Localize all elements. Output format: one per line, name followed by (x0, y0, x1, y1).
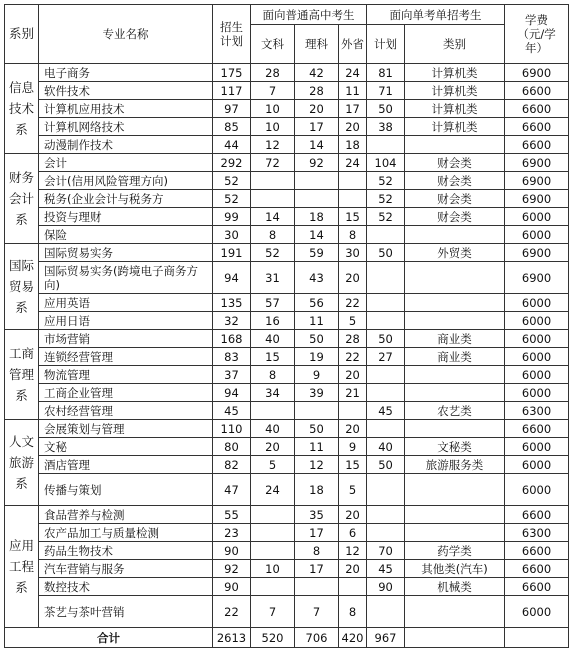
table-row (5, 82, 569, 100)
major-cell: 汽车营销与服务 (39, 560, 213, 578)
wenke-cell: 52 (251, 244, 295, 262)
waisheng-cell: 5 (339, 474, 367, 506)
enroll-cell: 45 (213, 402, 251, 420)
table-row (5, 506, 569, 524)
enroll-cell: 110 (213, 420, 251, 438)
category-cell: 文秘类 (405, 438, 505, 456)
fee-header: 学费（元/学年） (505, 5, 569, 64)
category-cell (405, 312, 505, 330)
fee-cell: 6900 (505, 154, 569, 172)
like-cell: 20 (295, 100, 339, 118)
plan-cell (367, 384, 405, 402)
waisheng-cell: 24 (339, 154, 367, 172)
fee-cell: 6900 (505, 172, 569, 190)
enroll-cell: 47 (213, 474, 251, 506)
fee-cell: 6600 (505, 136, 569, 154)
fee-cell: 6600 (505, 542, 569, 560)
wenke-cell: 31 (251, 262, 295, 294)
table-row (5, 226, 569, 244)
table-row (5, 136, 569, 154)
fee-cell: 6600 (505, 118, 569, 136)
major-cell: 动漫制作技术 (39, 136, 213, 154)
wenke-cell: 57 (251, 294, 295, 312)
fee-cell: 6600 (505, 100, 569, 118)
wenke-cell: 34 (251, 384, 295, 402)
fee-cell: 6300 (505, 402, 569, 420)
category-cell (405, 262, 505, 294)
major-cell: 税务(企业会计与税务方 (39, 190, 213, 208)
waisheng-cell: 9 (339, 438, 367, 456)
like-cell: 7 (295, 596, 339, 628)
major-cell: 国际贸易实务 (39, 244, 213, 262)
category-cell: 计算机类 (405, 100, 505, 118)
wenke-cell: 12 (251, 136, 295, 154)
plan-cell (367, 524, 405, 542)
table-row (5, 402, 569, 420)
category-cell: 商业类 (405, 348, 505, 366)
total-category (405, 628, 505, 648)
table-row (5, 64, 569, 82)
major-cell: 会计(信用风险管理方向) (39, 172, 213, 190)
total-waisheng: 420 (339, 628, 367, 648)
table-row (5, 154, 569, 172)
wenke-cell (251, 578, 295, 596)
fee-cell: 6600 (505, 506, 569, 524)
plan-cell: 52 (367, 172, 405, 190)
major-cell: 农产品加工与质量检测 (39, 524, 213, 542)
major-cell: 电子商务 (39, 64, 213, 82)
table-row (5, 312, 569, 330)
table-row (5, 208, 569, 226)
category-cell (405, 474, 505, 506)
table-row (5, 438, 569, 456)
major-cell: 软件技术 (39, 82, 213, 100)
enroll-cell: 90 (213, 578, 251, 596)
fee-cell: 6600 (505, 420, 569, 438)
waisheng-cell: 28 (339, 330, 367, 348)
waisheng-cell: 5 (339, 312, 367, 330)
enroll-cell: 52 (213, 172, 251, 190)
wenke-cell: 20 (251, 438, 295, 456)
plan-cell (367, 506, 405, 524)
table-footer (5, 628, 569, 648)
plan-cell (367, 226, 405, 244)
wenke-cell: 28 (251, 64, 295, 82)
fee-cell: 6000 (505, 384, 569, 402)
category-cell: 商业类 (405, 330, 505, 348)
plan-cell: 50 (367, 456, 405, 474)
plan-cell (367, 366, 405, 384)
wenke-cell: 7 (251, 82, 295, 100)
plan-cell: 45 (367, 402, 405, 420)
plan-cell: 71 (367, 82, 405, 100)
wenke-cell: 40 (251, 330, 295, 348)
fee-cell: 6000 (505, 348, 569, 366)
plan-cell: 52 (367, 208, 405, 226)
like-cell: 59 (295, 244, 339, 262)
major-cell: 应用英语 (39, 294, 213, 312)
major-cell: 会计 (39, 154, 213, 172)
table-row (5, 366, 569, 384)
fee-cell: 6600 (505, 560, 569, 578)
waisheng-cell (339, 402, 367, 420)
table-header (5, 5, 569, 64)
wenke-cell: 40 (251, 420, 295, 438)
enroll-cell: 99 (213, 208, 251, 226)
category-cell (405, 136, 505, 154)
enroll-cell: 44 (213, 136, 251, 154)
plan-cell: 52 (367, 190, 405, 208)
plan-cell (367, 136, 405, 154)
table-row (5, 524, 569, 542)
waisheng-cell: 30 (339, 244, 367, 262)
category-cell: 计算机类 (405, 64, 505, 82)
like-cell: 50 (295, 330, 339, 348)
category-cell (405, 294, 505, 312)
like-cell: 35 (295, 506, 339, 524)
fee-cell: 6000 (505, 208, 569, 226)
total-label: 合计 (5, 628, 213, 648)
category-cell: 计算机类 (405, 82, 505, 100)
plan-cell: 40 (367, 438, 405, 456)
waisheng-cell: 20 (339, 420, 367, 438)
dept-cell: 应用工程系 (5, 506, 39, 628)
wenke-cell: 10 (251, 100, 295, 118)
fee-cell: 6000 (505, 312, 569, 330)
table-row (5, 172, 569, 190)
table-row (5, 262, 569, 294)
like-cell: 14 (295, 136, 339, 154)
waisheng-cell: 6 (339, 524, 367, 542)
like-cell: 19 (295, 348, 339, 366)
fee-cell: 6900 (505, 244, 569, 262)
total-like: 706 (295, 628, 339, 648)
like-cell (295, 190, 339, 208)
waisheng-cell: 8 (339, 226, 367, 244)
table-body (5, 64, 569, 628)
table-row (5, 190, 569, 208)
category-cell: 外贸类 (405, 244, 505, 262)
like-cell: 39 (295, 384, 339, 402)
enroll-cell: 80 (213, 438, 251, 456)
wenke-cell: 10 (251, 118, 295, 136)
enroll-cell: 90 (213, 542, 251, 560)
enroll-cell: 85 (213, 118, 251, 136)
table-row (5, 456, 569, 474)
category-cell (405, 420, 505, 438)
major-cell: 酒店管理 (39, 456, 213, 474)
like-cell (295, 578, 339, 596)
major-header: 专业名称 (39, 5, 213, 64)
category-cell (405, 506, 505, 524)
plan-cell (367, 474, 405, 506)
enroll-cell: 37 (213, 366, 251, 384)
table-row (5, 596, 569, 628)
dept-cell: 财务会计系 (5, 154, 39, 244)
major-cell: 国际贸易实务(跨境电子商务方向) (39, 262, 213, 294)
waisheng-cell: 20 (339, 560, 367, 578)
category-cell: 农艺类 (405, 402, 505, 420)
plan-cell: 50 (367, 100, 405, 118)
major-cell: 保险 (39, 226, 213, 244)
like-cell: 11 (295, 312, 339, 330)
wenke-cell: 72 (251, 154, 295, 172)
table-row (5, 578, 569, 596)
waisheng-cell: 12 (339, 542, 367, 560)
category-cell (405, 524, 505, 542)
category-cell: 计算机类 (405, 118, 505, 136)
enroll-cell: 168 (213, 330, 251, 348)
wenke-cell (251, 190, 295, 208)
plan-cell: 90 (367, 578, 405, 596)
plan-cell: 50 (367, 244, 405, 262)
like-cell: 92 (295, 154, 339, 172)
plan-cell: 27 (367, 348, 405, 366)
dept-cell: 信息技术系 (5, 64, 39, 154)
like-cell: 43 (295, 262, 339, 294)
major-cell: 茶艺与茶叶营销 (39, 596, 213, 628)
major-cell: 数控技术 (39, 578, 213, 596)
plan-cell: 45 (367, 560, 405, 578)
table-row (5, 560, 569, 578)
enroll-cell: 83 (213, 348, 251, 366)
like-cell: 17 (295, 560, 339, 578)
category-cell: 药学类 (405, 542, 505, 560)
like-cell: 12 (295, 456, 339, 474)
wenke-cell: 14 (251, 208, 295, 226)
enroll-cell: 292 (213, 154, 251, 172)
plan-cell: 70 (367, 542, 405, 560)
plan-cell (367, 294, 405, 312)
enroll-cell: 52 (213, 190, 251, 208)
category-cell (405, 596, 505, 628)
fee-cell: 6900 (505, 64, 569, 82)
waisheng-cell: 22 (339, 348, 367, 366)
fee-cell: 6600 (505, 578, 569, 596)
waisheng-cell: 11 (339, 82, 367, 100)
like-cell (295, 172, 339, 190)
enroll-cell: 94 (213, 262, 251, 294)
like-header: 理科 (295, 25, 339, 64)
plan-cell: 81 (367, 64, 405, 82)
enroll-cell: 30 (213, 226, 251, 244)
like-cell: 17 (295, 524, 339, 542)
table-row (5, 244, 569, 262)
enroll-cell: 32 (213, 312, 251, 330)
major-cell: 传播与策划 (39, 474, 213, 506)
wenke-cell: 8 (251, 226, 295, 244)
wenke-cell: 8 (251, 366, 295, 384)
wenke-cell: 24 (251, 474, 295, 506)
table-row (5, 348, 569, 366)
waisheng-cell: 22 (339, 294, 367, 312)
major-cell: 计算机应用技术 (39, 100, 213, 118)
waisheng-cell: 20 (339, 506, 367, 524)
wenke-cell (251, 524, 295, 542)
wenke-cell: 10 (251, 560, 295, 578)
enroll-cell: 82 (213, 456, 251, 474)
table-row (5, 330, 569, 348)
like-cell: 11 (295, 438, 339, 456)
waisheng-cell: 20 (339, 118, 367, 136)
major-cell: 物流管理 (39, 366, 213, 384)
fee-cell: 6300 (505, 524, 569, 542)
waisheng-cell: 18 (339, 136, 367, 154)
fee-cell: 6000 (505, 366, 569, 384)
waisheng-cell (339, 190, 367, 208)
fee-cell: 6000 (505, 438, 569, 456)
enroll-cell: 191 (213, 244, 251, 262)
total-wenke: 520 (251, 628, 295, 648)
waisheng-cell: 20 (339, 262, 367, 294)
plan-cell (367, 420, 405, 438)
enroll-cell: 22 (213, 596, 251, 628)
fee-cell: 6000 (505, 330, 569, 348)
waisheng-header: 外省 (339, 25, 367, 64)
waisheng-cell: 8 (339, 596, 367, 628)
total-fee (505, 628, 569, 648)
dept-header: 系别 (5, 5, 39, 64)
fee-cell: 6900 (505, 190, 569, 208)
total-enroll: 2613 (213, 628, 251, 648)
enroll-header: 招生计划 (213, 5, 251, 64)
plan-header: 计划 (367, 25, 405, 64)
fee-cell: 6000 (505, 456, 569, 474)
danzhao-group-header: 面向单考单招考生 (367, 5, 505, 25)
dept-cell: 工商管理系 (5, 330, 39, 420)
category-cell: 财会类 (405, 190, 505, 208)
table-row (5, 474, 569, 506)
like-cell: 28 (295, 82, 339, 100)
plan-cell: 38 (367, 118, 405, 136)
enroll-cell: 23 (213, 524, 251, 542)
wenke-cell (251, 506, 295, 524)
waisheng-cell: 21 (339, 384, 367, 402)
category-cell: 财会类 (405, 208, 505, 226)
fee-cell: 6000 (505, 474, 569, 506)
plan-cell: 104 (367, 154, 405, 172)
wenke-header: 文科 (251, 25, 295, 64)
enroll-cell: 94 (213, 384, 251, 402)
gaokao-group-header: 面向普通高中考生 (251, 5, 367, 25)
like-cell: 18 (295, 208, 339, 226)
table-row (5, 294, 569, 312)
waisheng-cell: 15 (339, 208, 367, 226)
plan-cell (367, 596, 405, 628)
table-row (5, 384, 569, 402)
total-plan: 967 (367, 628, 405, 648)
fee-cell: 6000 (505, 596, 569, 628)
table-row (5, 420, 569, 438)
plan-cell: 50 (367, 330, 405, 348)
major-cell: 食品营养与检测 (39, 506, 213, 524)
enroll-cell: 117 (213, 82, 251, 100)
wenke-cell (251, 542, 295, 560)
wenke-cell: 15 (251, 348, 295, 366)
major-cell: 应用日语 (39, 312, 213, 330)
major-cell: 药品生物技术 (39, 542, 213, 560)
category-cell: 其他类(汽车) (405, 560, 505, 578)
plan-cell (367, 262, 405, 294)
waisheng-cell (339, 578, 367, 596)
waisheng-cell: 24 (339, 64, 367, 82)
major-cell: 投资与理财 (39, 208, 213, 226)
category-cell: 机械类 (405, 578, 505, 596)
wenke-cell (251, 402, 295, 420)
enroll-cell: 92 (213, 560, 251, 578)
waisheng-cell: 20 (339, 366, 367, 384)
like-cell: 42 (295, 64, 339, 82)
like-cell: 56 (295, 294, 339, 312)
table-row (5, 542, 569, 560)
like-cell: 18 (295, 474, 339, 506)
wenke-cell: 16 (251, 312, 295, 330)
major-cell: 文秘 (39, 438, 213, 456)
enroll-cell: 135 (213, 294, 251, 312)
dept-cell: 国际贸易系 (5, 244, 39, 330)
major-cell: 会展策划与管理 (39, 420, 213, 438)
waisheng-cell: 17 (339, 100, 367, 118)
like-cell: 17 (295, 118, 339, 136)
fee-cell: 6000 (505, 226, 569, 244)
fee-cell: 6600 (505, 82, 569, 100)
wenke-cell (251, 172, 295, 190)
major-cell: 连锁经营管理 (39, 348, 213, 366)
category-cell (405, 226, 505, 244)
like-cell: 9 (295, 366, 339, 384)
table-row (5, 100, 569, 118)
like-cell: 14 (295, 226, 339, 244)
enrollment-table (4, 4, 569, 648)
like-cell (295, 402, 339, 420)
enroll-cell: 175 (213, 64, 251, 82)
category-cell: 财会类 (405, 154, 505, 172)
enroll-cell: 97 (213, 100, 251, 118)
category-header: 类别 (405, 25, 505, 64)
waisheng-cell: 15 (339, 456, 367, 474)
fee-cell: 6000 (505, 294, 569, 312)
major-cell: 工商企业管理 (39, 384, 213, 402)
major-cell: 市场营销 (39, 330, 213, 348)
dept-cell: 人文旅游系 (5, 420, 39, 506)
like-cell: 50 (295, 420, 339, 438)
major-cell: 农村经营管理 (39, 402, 213, 420)
table-row (5, 118, 569, 136)
like-cell: 8 (295, 542, 339, 560)
major-cell: 计算机网络技术 (39, 118, 213, 136)
enroll-cell: 55 (213, 506, 251, 524)
category-cell: 财会类 (405, 172, 505, 190)
category-cell (405, 366, 505, 384)
waisheng-cell (339, 172, 367, 190)
category-cell: 旅游服务类 (405, 456, 505, 474)
plan-cell (367, 312, 405, 330)
wenke-cell: 7 (251, 596, 295, 628)
wenke-cell: 5 (251, 456, 295, 474)
fee-cell: 6900 (505, 262, 569, 294)
category-cell (405, 384, 505, 402)
